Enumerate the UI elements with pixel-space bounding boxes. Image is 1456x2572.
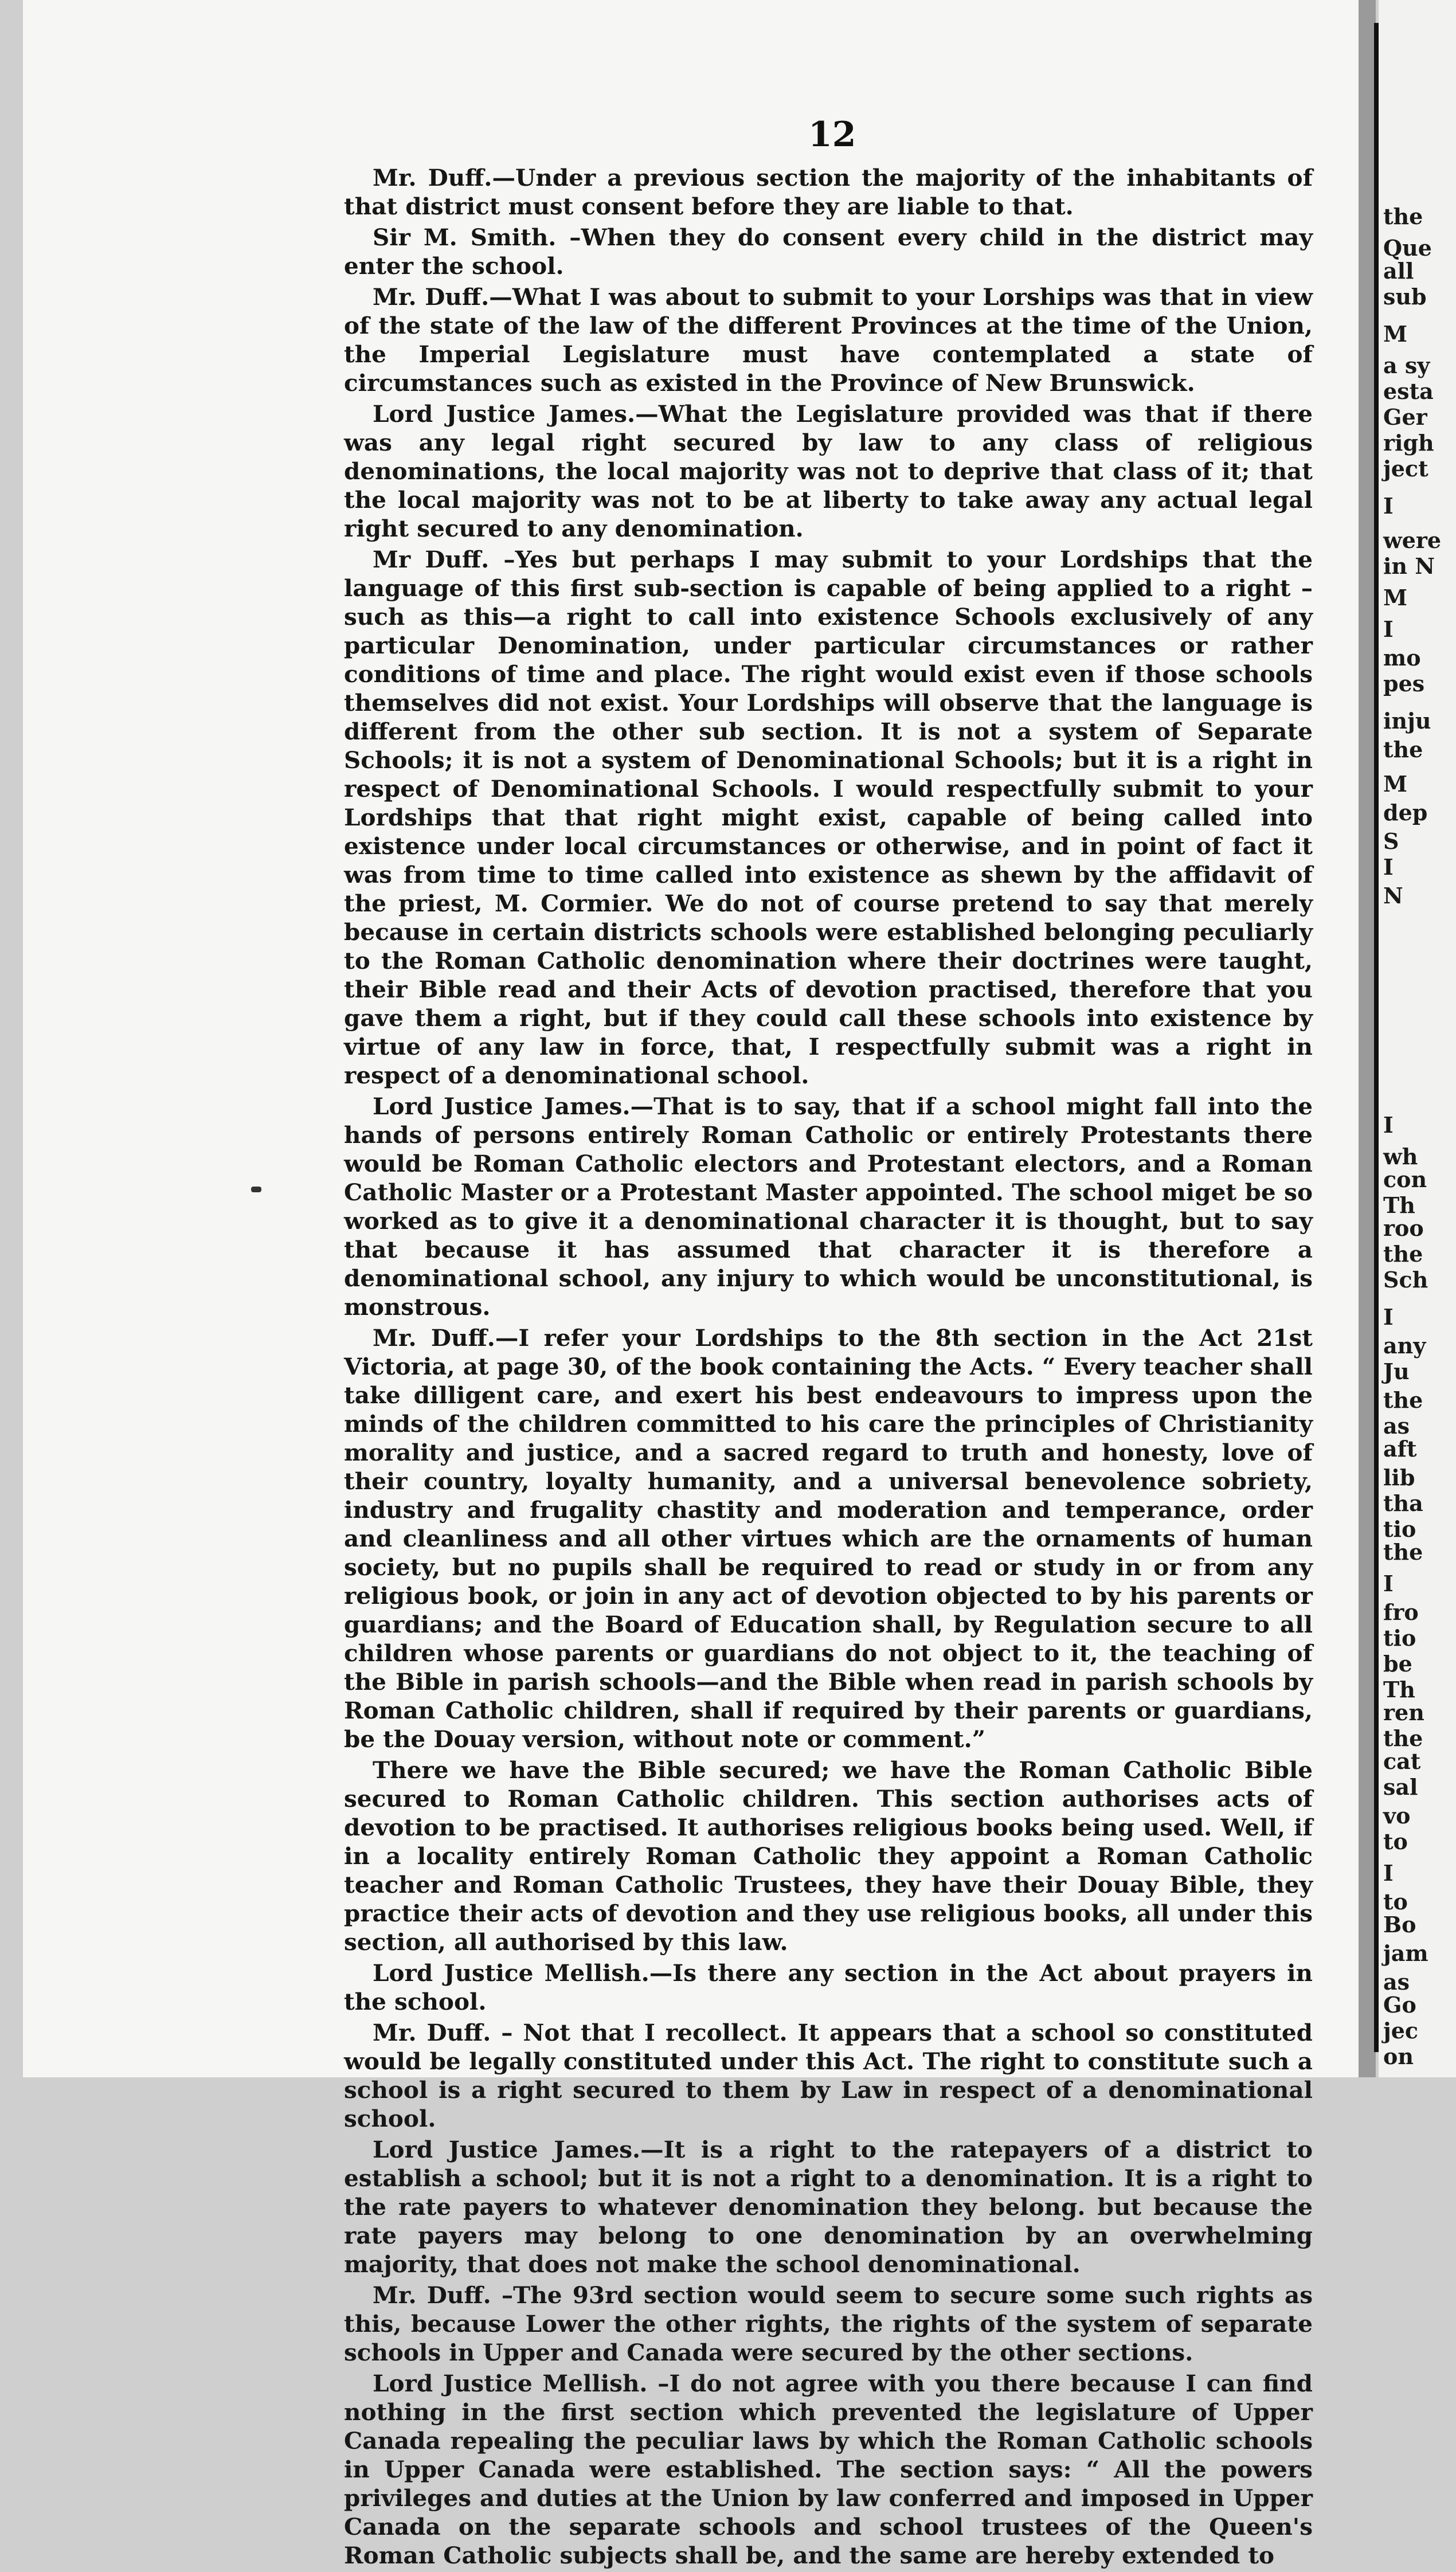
paragraph (344, 283, 1313, 397)
paragraph-text: —I refer your Lordships to the 8th section in the Act 21st Victoria, at page 30, of the book containing the Acts. “ Every teacher shall take dilligent care, and exert his best endeavours to impress upon the minds of the children committed to his care the principles of Christianity morality and justice, and a sacred regard to truth and honesty, love of their country, loyalty humanity, and a universal benevolence sobriety, industry and frugality chastity and moderation and temperance, order and cleanliness and all other virtues which are the ornaments of human society, but no pupils shall be required to read or study in or from any religious book, or join in any act of devotion objected to by his parents or guardians; and the Board of Education shall, by Regulation secure to all children whose parents or guardians do not object to it, the teaching of the Bible in parish schools—and the Bible when read in parish schools by Roman Catholic children, shall if required by their parents or guardians, be the Douay version, without note or comment.” (344, 1324, 1313, 1753)
paragraph (344, 163, 1313, 221)
adjacent-page-fragment: all (1383, 258, 1414, 284)
speaker-name: Mr. Duff. (373, 283, 490, 311)
adjacent-page-fragment: ren (1383, 1700, 1424, 1725)
paragraph-text: —It is a right to the ratepayers of a district to establish a school; but it is not a right to a denomination. It is a right to the rate payers to whatever denomination they belong. but because the rate payers may belong to one denomination by an overwhelming majority, that does not make the school denominational. (344, 2136, 1313, 2278)
adjacent-page-fragment: on (1383, 2043, 1414, 2069)
adjacent-page-fragment: Que (1383, 235, 1432, 261)
adjacent-page-fragment: to (1383, 1889, 1408, 1915)
paragraph-text: –I do not agree with you there because I can find nothing in the first section which prevented the legislature of Upper Canada repealing the peculiar laws by which the Roman Catholic schools in Upper Canada were established. The section says: “ All the powers privileges and duties at the Union by law conferred and imposed in Upper Canada on the separate schools and school trustees of the Queen's Roman Catholic subjects shall be, and the same are hereby extended to (344, 2370, 1313, 2569)
paragraph-text: —Under a previous section the majority of the inhabitants of that district must consent before they are liable to that. (344, 164, 1313, 220)
speaker-name: Lord Justice James. (373, 1093, 631, 1120)
adjacent-page-fragment: N (1383, 883, 1403, 909)
paragraph (344, 2135, 1313, 2279)
paragraph (344, 2018, 1313, 2133)
adjacent-page-fragment: I (1383, 1112, 1394, 1138)
adjacent-page-fragment: the (1383, 1725, 1423, 1751)
adjacent-page-fragment: tha (1383, 1490, 1423, 1516)
adjacent-page-fragment: jam (1383, 1940, 1428, 1966)
speaker-name: Lord Justice James. (373, 400, 636, 428)
binding-gutter (1359, 0, 1376, 2077)
adjacent-page-fragment: con (1383, 1166, 1427, 1192)
adjacent-page-fragment: the (1383, 203, 1423, 229)
paragraph-text: —That is to say, that if a school might fall into the hands of persons entirely Roman Catholic or entirely Protestants there would be Roman Catholic electors and Protestant electors, and a Roman Catholic Master or a Protestant Master appointed. The school miget be so worked as to give it a denominational character it is thought, but to say that because it has assumed that character it is therefore a denominational school, any injury to which would be unconstitutional, is monstrous. (344, 1093, 1313, 1321)
adjacent-page-fragment: Th (1383, 1677, 1415, 1702)
paragraph (344, 1959, 1313, 2016)
adjacent-page-fragment: were (1383, 527, 1442, 553)
speaker-name: Lord Justice Mellish. (373, 1959, 649, 1987)
adjacent-page-fragment: I (1383, 616, 1394, 642)
adjacent-page-fragment: tio (1383, 1516, 1416, 1542)
adjacent-page-fragment: dep (1383, 800, 1428, 825)
adjacent-page-fragment: wh (1383, 1144, 1418, 1169)
adjacent-page-fragment: the (1383, 1241, 1423, 1267)
adjacent-page-fragment: ject (1383, 456, 1428, 481)
speaker-name: Lord Justice James. (373, 2136, 641, 2163)
adjacent-page-fragment: as (1383, 1969, 1410, 1995)
paragraph-text: —What I was about to submit to your Lorships was that in view of the state of the law of the different Provinces at the time of the Union, the Imperial Legislature must have contemplated a state of circumstances such as existed in the Province of New Brunswick. (344, 283, 1313, 397)
paragraph (344, 223, 1313, 280)
adjacent-page-fragment: in N (1383, 553, 1435, 579)
paragraph-text: —Is there any section in the Act about prayers in the school. (344, 1959, 1313, 2015)
paragraph (344, 1324, 1313, 1753)
adjacent-page-fragment: aft (1383, 1436, 1417, 1462)
adjacent-page-fragment: the (1383, 1387, 1423, 1413)
paragraph-text: –When they do consent every child in the district may enter the school. (344, 224, 1313, 280)
speaker-name: Mr. Duff. (373, 2019, 491, 2046)
adjacent-page-fragment: as (1383, 1413, 1410, 1439)
adjacent-page-fragment: cat (1383, 1748, 1421, 1774)
adjacent-page-fragment: I (1383, 1304, 1394, 1330)
paragraph-text: –Yes but perhaps I may submit to your Lordships that the language of this first sub-section is capable of being applied to a right –such as this—a right to call into existence Schools exclusively of any particular Denomination, under particular circumstances or rather conditions of time and place. The right would exist even if those schools themselves did not exist. Your Lordships will observe that the language is different from the other sub section. It is not a system of Separate Schools; it is not a system of Denominational Schools; but it is a right in respect of Denominational Schools. I would respectfully submit to your Lordships that that right might exist, capable of being called into existence under local circumstances or otherwise, and in point of fact it was from time to time called into existence as shewn by the affidavit of the priest, M. Cormier. We do not of course pretend to say that merely because in certain districts schools were established belonging peculiarly to the Roman Catholic denomination where their doctrines were taught, their Bible read and their Acts of devotion practised, therefore that you gave them a right, but if they could call these schools into existence by virtue of any law in force, that, I respectfully submit was a right in respect of a denominational school. (344, 546, 1313, 1089)
adjacent-page-fragment: sal (1383, 1774, 1418, 1800)
speaker-name: Mr. Duff. (373, 1324, 495, 1352)
adjacent-page-fragment: roo (1383, 1215, 1424, 1241)
speaker-name: Mr. Duff. (373, 164, 492, 191)
adjacent-page-fragment: mo (1383, 645, 1421, 671)
paragraph (344, 1756, 1313, 1956)
adjacent-page-fragment: the (1383, 737, 1423, 762)
margin-mark (251, 1187, 261, 1192)
adjacent-page-fragment: Ju (1383, 1359, 1410, 1384)
adjacent-page-fragment: M (1383, 771, 1408, 797)
paragraph (344, 1092, 1313, 1321)
page-number: 12 (808, 115, 856, 155)
adjacent-page-fragment: sub (1383, 284, 1427, 310)
paragraph (344, 400, 1313, 543)
speaker-name: Lord Justice Mellish. (373, 2370, 648, 2397)
adjacent-page-fragment: I (1383, 1571, 1394, 1596)
paragraph (344, 2369, 1313, 2570)
adjacent-page-fragment: tio (1383, 1625, 1416, 1651)
adjacent-page-fragment: lib (1383, 1465, 1415, 1490)
paragraph-text: – Not that I recollect. It appears that a school so constituted would be legally constituted under this Act. The right to constitute such a school is a right secured to them by Law in respect of a denominational school. (344, 2019, 1313, 2132)
adjacent-page-fragment: S (1383, 828, 1399, 854)
adjacent-page-fragment: jec (1383, 2018, 1419, 2043)
adjacent-page-fragment: any (1383, 1333, 1426, 1359)
adjacent-page-fragment: fro (1383, 1599, 1419, 1625)
adjacent-page-fragment: I (1383, 854, 1394, 880)
document-page (23, 0, 1359, 2569)
adjacent-page-fragment: inju (1383, 708, 1431, 734)
adjacent-page-fragment: Go (1383, 1992, 1416, 2018)
adjacent-page-fragment: be (1383, 1651, 1412, 1677)
paragraph (344, 2281, 1313, 2367)
adjacent-page-fragment: Sch (1383, 1267, 1428, 1293)
adjacent-page-fragment: righ (1383, 430, 1434, 456)
adjacent-page-fragment: Th (1383, 1192, 1415, 1218)
adjacent-page-fragment: vo (1383, 1803, 1411, 1829)
adjacent-page-fragment: I (1383, 1860, 1394, 1886)
speaker-name: Mr. Duff. (373, 2281, 491, 2309)
adjacent-page-fragment: M (1383, 585, 1408, 610)
body-text (344, 163, 1313, 2572)
paragraph-text: —What the Legislature provided was that if there was any legal right secured by law to any class of religious denominations, the local majority was not to deprive that class of it; that the local majority was not to be at liberty to take away any actual legal right secured to any denomination. (344, 400, 1313, 542)
speaker-name: Sir M. Smith. (373, 224, 557, 251)
adjacent-page-edge (1379, 0, 1456, 2077)
adjacent-page-fragment: Bo (1383, 1912, 1416, 1937)
paragraph-text: There we have the Bible secured; we have the Roman Catholic Bible secured to Roman Catholic children. This section authorises acts of devotion to be practised. It authorises religious books being used. Well, if in a locality entirely Roman Catholic they appoint a Roman Catholic teacher and Roman Catholic Trustees, they have their Douay Bible, they practice their acts of devotion and they use religious books, all under this section, all authorised by this law. (344, 1756, 1313, 1956)
speaker-name: Mr Duff. (373, 546, 490, 573)
adjacent-page-fragment: pes (1383, 671, 1425, 696)
binding-edge-line (1374, 23, 1379, 2052)
adjacent-page-fragment: the (1383, 1539, 1423, 1565)
adjacent-page-fragment: M (1383, 321, 1408, 347)
adjacent-page-fragment: Ger (1383, 404, 1427, 430)
paragraph-text: –The 93rd section would seem to secure some such rights as this, because Lower the other rights, the rights of the system of separate schools in Upper and Canada were secured by the other sections. (344, 2281, 1313, 2366)
adjacent-page-fragment: to (1383, 1829, 1408, 1854)
adjacent-page-fragment: I (1383, 493, 1394, 519)
adjacent-page-fragment: a sy (1383, 353, 1430, 378)
paragraph (344, 545, 1313, 1090)
adjacent-page-fragment: esta (1383, 378, 1434, 404)
